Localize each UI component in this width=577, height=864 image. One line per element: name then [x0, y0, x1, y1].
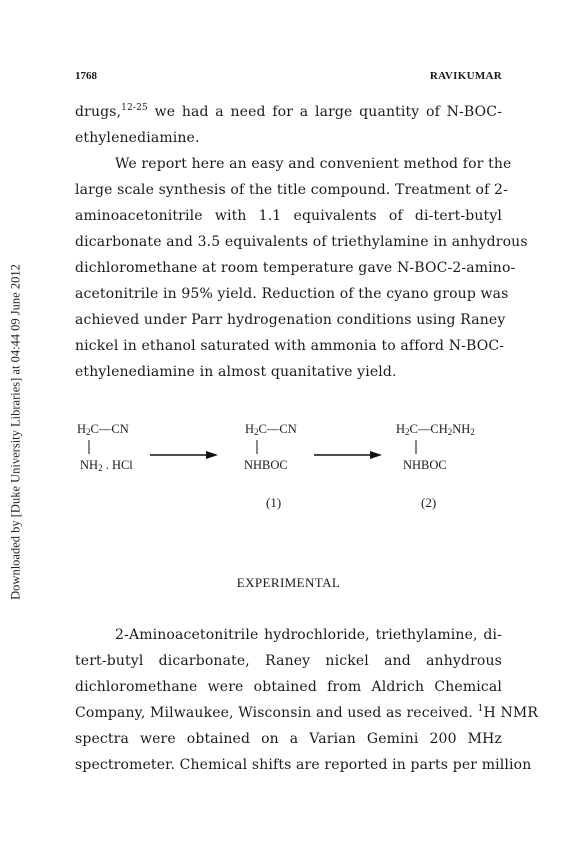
body-line: nickel in ethanol saturated with ammonia to afford N-BOC-	[75, 338, 505, 354]
body-line: ethylenediamine in almost quanitative yield.	[75, 364, 397, 380]
page-header	[75, 70, 502, 84]
body-line: dichloromethane at room temperature gave N-BOC-2-amino-	[75, 260, 516, 276]
body-line: achieved under Parr hydrogenation conditions using Raney	[75, 312, 506, 328]
compound-1-top: $H_2C—CN$	[245, 422, 297, 437]
body-line: aminoacetonitrile with 1.1 equivalents of di-tert-butyl	[75, 208, 502, 224]
body-line: 2-Aminoacetonitrile hydrochloride, triethylamine, di-	[115, 627, 502, 643]
nmr-superscript: 1	[477, 704, 484, 714]
body-line: Company, Milwaukee, Wisconsin and used as received. $^1$H NMR	[75, 704, 539, 721]
page-number: 1768	[75, 70, 97, 82]
compound-2-bottom: NHBOC	[403, 458, 447, 472]
compound-start-top: $H_2C—CN$	[77, 422, 129, 437]
section-heading: EXPERIMENTAL	[236, 575, 341, 590]
reaction-scheme	[0, 415, 577, 525]
download-note-text: Downloaded by [Duke University Libraries] at 04:44 09 June 2012	[8, 264, 23, 600]
running-head: RAVIKUMAR	[429, 70, 502, 82]
compound-start-bottom: $NH_2$ . HCl	[80, 458, 133, 473]
body-line: tert-butyl dicarbonate, Raney nickel and anhydrous	[75, 653, 502, 669]
body-line: drugs,$^{12-25}$ we had a need for a large quantity of N-BOC-	[75, 103, 502, 120]
body-line: dicarbonate and 3.5 equivalents of triethylamine in anhydrous	[75, 234, 528, 250]
body-line: dichloromethane were obtained from Aldrich Chemical	[75, 679, 502, 695]
compound-1-label: (1)	[266, 495, 282, 510]
compound-1-bottom: NHBOC	[244, 458, 288, 472]
body-line: ethylenediamine.	[75, 130, 200, 146]
reaction-arrow-2-head	[370, 451, 382, 459]
body-line: acetonitrile in 95% yield. Reduction of the cyano group was	[75, 286, 509, 302]
citation-superscript: 12-25	[121, 103, 148, 113]
body-line: large scale synthesis of the title compound. Treatment of 2-	[75, 182, 508, 198]
compound-2-label: (2)	[421, 495, 437, 510]
reaction-arrow-1-head	[206, 451, 218, 459]
compound-2-top: $H_2C—CH_2NH_2$	[396, 422, 475, 437]
body-line: spectra were obtained on a Varian Gemini 200 MHz	[75, 731, 502, 747]
body-line: spectrometer. Chemical shifts are reported in parts per million	[75, 757, 532, 773]
body-line: We report here an easy and convenient method for the	[115, 156, 512, 172]
